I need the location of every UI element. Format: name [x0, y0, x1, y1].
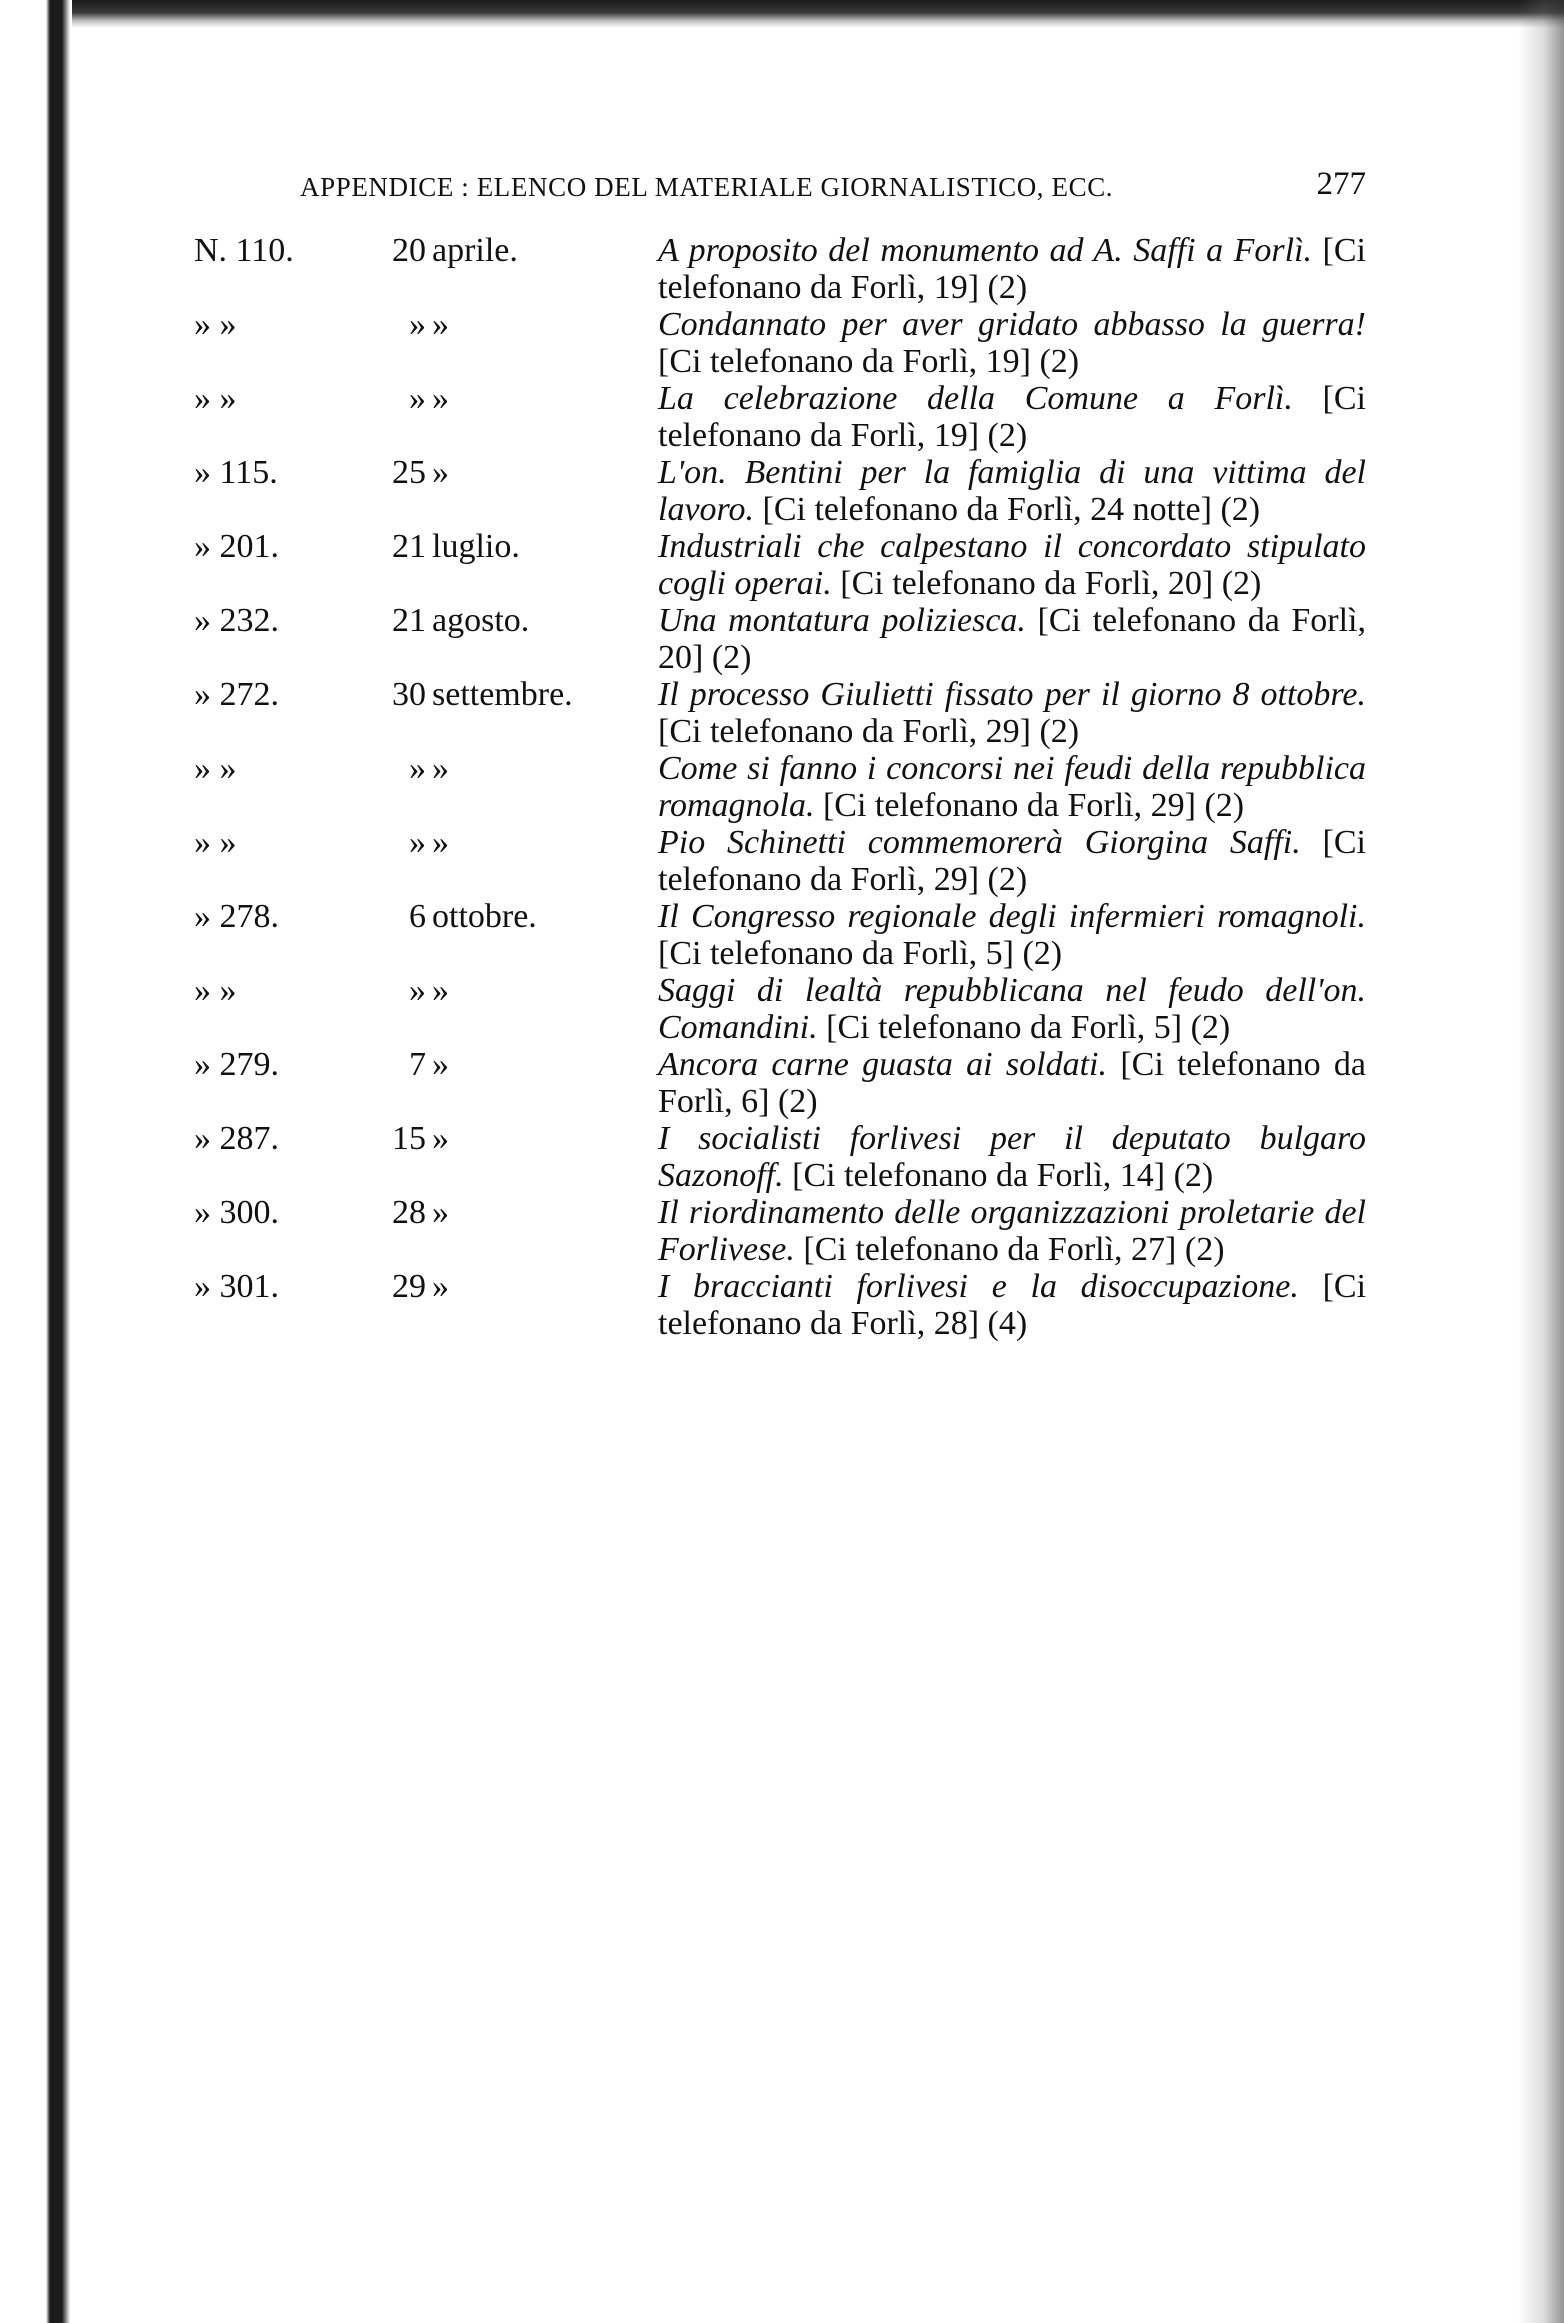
issue-day: 7: [409, 1046, 426, 1083]
issue-number: » 115.: [194, 454, 278, 491]
entry-text: [658, 972, 1366, 1046]
issue-month: agosto.: [432, 602, 530, 639]
scan-top-edge: [0, 0, 1564, 28]
article-source: [Ci telefonano da Forlì, 20] (2): [840, 565, 1262, 602]
issue-number: » »: [194, 824, 237, 861]
issue-number: » 279.: [194, 1046, 279, 1083]
issue-day: 21: [392, 602, 426, 639]
article-title: Condannato per aver gridato abbasso la guerra!: [658, 306, 1366, 343]
scan-right-edge: [1518, 0, 1564, 2323]
article-title: I socialisti forlivesi per il deputato bulgaro Sazonoff.: [658, 1120, 1366, 1194]
article-source: [Ci telefonano da Forlì, 6] (2): [658, 1046, 1366, 1120]
issue-day: 29: [392, 1268, 426, 1305]
article-title: Il Congresso regionale degli infermieri romagnoli.: [658, 898, 1366, 935]
issue-day: 15: [392, 1120, 426, 1157]
running-header: [300, 166, 1366, 218]
issue-day: 25: [392, 454, 426, 491]
article-title: I braccianti forlivesi e la disoccupazione.: [658, 1268, 1299, 1305]
issue-month: ottobre.: [432, 898, 537, 935]
issue-day: »: [409, 750, 426, 787]
issue-month: »: [432, 454, 449, 491]
article-title: Saggi di lealtà repubblicana nel feudo dell'on. Comandini.: [658, 972, 1366, 1046]
list-item: [194, 1268, 1366, 1342]
entry-text: [658, 1120, 1366, 1194]
article-source: [Ci telefonano da Forlì, 27] (2): [803, 1231, 1225, 1268]
issue-day: 6: [409, 898, 426, 935]
issue-month: aprile.: [432, 232, 518, 269]
entry-text: [658, 528, 1366, 602]
list-item: [194, 898, 1366, 972]
list-item: [194, 676, 1366, 750]
list-item: [194, 528, 1366, 602]
entry-text: [658, 898, 1366, 972]
issue-number: » »: [194, 972, 237, 1009]
entry-text: [658, 676, 1366, 750]
article-source: [Ci telefonano da Forlì, 5] (2): [658, 935, 1063, 972]
issue-number: » »: [194, 750, 237, 787]
list-item: [194, 454, 1366, 528]
issue-number: » 201.: [194, 528, 279, 565]
issue-month: luglio.: [432, 528, 520, 565]
article-title: A proposito del monumento ad A. Saffi a Forlì.: [658, 232, 1313, 269]
entry-text: [658, 602, 1366, 676]
article-source: [Ci telefonano da Forlì, 20] (2): [658, 602, 1367, 676]
list-item: [194, 1194, 1366, 1268]
list-item: [194, 972, 1366, 1046]
list-item: [194, 824, 1366, 898]
issue-day: »: [409, 824, 426, 861]
issue-day: »: [409, 306, 426, 343]
issue-number: » 278.: [194, 898, 279, 935]
issue-day: 28: [392, 1194, 426, 1231]
article-title: Ancora carne guasta ai soldati.: [658, 1046, 1107, 1083]
issue-month: »: [432, 1120, 449, 1157]
list-item: [194, 380, 1366, 454]
list-item: [194, 1120, 1366, 1194]
article-source: [Ci telefonano da Forlì, 29] (2): [822, 787, 1245, 824]
article-title: L'on. Bentini per la famiglia di una vittima del lavoro.: [658, 454, 1366, 528]
article-source: [Ci telefonano da Forlì, 29] (2): [658, 713, 1080, 750]
entry-text: [658, 750, 1366, 824]
article-listing: [194, 232, 1366, 1612]
issue-month: »: [432, 306, 449, 343]
article-source: [Ci telefonano da Forlì, 19] (2): [658, 232, 1366, 306]
page-number: 277: [1316, 166, 1366, 202]
list-item: [194, 1046, 1366, 1120]
issue-number: » 272.: [194, 676, 279, 713]
list-item: [194, 232, 1366, 306]
article-source: [Ci telefonano da Forlì, 28] (4): [658, 1268, 1367, 1342]
issue-day: »: [409, 380, 426, 417]
list-item: [194, 306, 1366, 380]
list-item: [194, 602, 1366, 676]
issue-month: »: [432, 972, 449, 1009]
entry-text: [658, 1194, 1366, 1268]
article-title: Industriali che calpestano il concordato stipulato cogli operai.: [658, 528, 1366, 602]
article-source: [Ci telefonano da Forlì, 29] (2): [658, 824, 1366, 898]
entry-text: [658, 232, 1366, 306]
issue-day: 30: [392, 676, 426, 713]
issue-number: » 301.: [194, 1268, 279, 1305]
header-title: APPENDICE : ELENCO DEL MATERIALE GIORNALISTICO, ECC.: [300, 172, 1114, 202]
entry-text: [658, 1046, 1366, 1120]
article-title: Una montatura poliziesca.: [658, 602, 1026, 639]
issue-month: »: [432, 824, 449, 861]
article-source: [Ci telefonano da Forlì, 19] (2): [658, 380, 1366, 454]
issue-number: » 300.: [194, 1194, 279, 1231]
issue-number: N. 110.: [194, 232, 294, 269]
entry-text: [658, 454, 1366, 528]
issue-month: »: [432, 1046, 449, 1083]
issue-month: »: [432, 750, 449, 787]
scan-binding-shadow: [0, 0, 72, 2323]
entry-text: [658, 306, 1366, 380]
issue-month: »: [432, 1194, 449, 1231]
issue-day: »: [409, 972, 426, 1009]
article-source: [Ci telefonano da Forlì, 19] (2): [658, 343, 1080, 380]
article-source: [Ci telefonano da Forlì, 14] (2): [792, 1157, 1214, 1194]
article-title: Il processo Giulietti fissato per il giorno 8 ottobre.: [658, 676, 1366, 713]
issue-day: 20: [392, 232, 426, 269]
article-title: Il riordinamento delle organizzazioni proletarie del Forlivese.: [658, 1194, 1366, 1268]
article-title: Come si fanno i concorsi nei feudi della repubblica romagnola.: [658, 750, 1366, 824]
entry-text: [658, 1268, 1366, 1342]
entry-text: [658, 824, 1366, 898]
issue-number: » »: [194, 380, 237, 417]
issue-number: » 287.: [194, 1120, 279, 1157]
issue-month: »: [432, 1268, 449, 1305]
issue-number: » 232.: [194, 602, 279, 639]
issue-day: 21: [392, 528, 426, 565]
issue-number: » »: [194, 306, 237, 343]
issue-month: settembre.: [432, 676, 573, 713]
issue-month: »: [432, 380, 449, 417]
entry-text: [658, 380, 1366, 454]
article-title: Pio Schinetti commemorerà Giorgina Saffi.: [658, 824, 1301, 861]
article-source: [Ci telefonano da Forlì, 5] (2): [826, 1009, 1231, 1046]
article-source: [Ci telefonano da Forlì, 24 notte] (2): [762, 491, 1261, 528]
list-item: [194, 750, 1366, 824]
article-title: La celebrazione della Comune a Forlì.: [658, 380, 1293, 417]
